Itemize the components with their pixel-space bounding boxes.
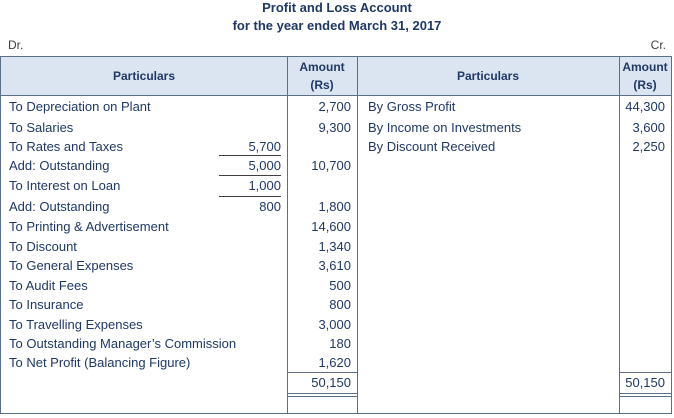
total-rule-left-double: [287, 396, 357, 397]
debit-row-amount: 500: [329, 278, 351, 293]
debit-row-amount: 1,620: [318, 355, 351, 370]
debit-row-label: To Depreciation on Plant: [9, 99, 151, 114]
debit-row-amount: 3,000: [318, 317, 351, 332]
credit-row-label: By Income on Investments: [368, 120, 522, 135]
debit-row-label: Add: Outstanding: [9, 158, 110, 173]
underline: [219, 196, 281, 197]
credit-row-label: By Gross Profit: [368, 99, 456, 114]
debit-row-inner: 800: [259, 199, 281, 214]
credit-row-amount: 44,300: [625, 99, 665, 114]
debit-side-label: Dr.: [8, 38, 24, 52]
total-rule-right-bottom: [619, 393, 671, 394]
debit-row-label: To Discount: [9, 239, 77, 254]
underline: [219, 155, 281, 156]
debit-row-label: To Net Profit (Balancing Figure): [9, 355, 191, 370]
document-title: Profit and Loss Account: [262, 0, 412, 15]
document-subtitle: for the year ended March 31, 2017: [232, 18, 442, 33]
debit-row-amount: 3,610: [318, 258, 351, 273]
credit-row-amount: 2,250: [632, 139, 665, 154]
debit-row-label: To General Expenses: [9, 258, 134, 273]
header-amount-right: [619, 57, 671, 95]
total-rule-left-bottom: [287, 393, 357, 394]
credit-row-amount: 3,600: [632, 120, 665, 135]
header-amount-right-line2: (Rs): [633, 78, 657, 92]
debit-row-amount: 800: [329, 297, 351, 312]
debit-row-label: Add: Outstanding: [9, 199, 110, 214]
credit-side-label: Cr.: [650, 38, 666, 52]
debit-row-amount: 180: [329, 336, 351, 351]
debit-row-label: To Travelling Expenses: [9, 317, 143, 332]
debit-row-label: To Insurance: [9, 297, 84, 312]
debit-row-label: To Audit Fees: [9, 278, 88, 293]
debit-row-amount: 10,700: [311, 158, 351, 173]
total-rule-right-double: [619, 396, 671, 397]
debit-row-label: To Rates and Taxes: [9, 139, 123, 154]
profit-loss-table: [0, 56, 672, 414]
debit-row-amount: 9,300: [318, 120, 351, 135]
total-right: 50,150: [625, 375, 665, 390]
table-header: [1, 57, 671, 95]
debit-row-amount: 14,600: [311, 219, 351, 234]
debit-row-label: To Printing & Advertisement: [9, 219, 169, 234]
debit-row-label: To Interest on Loan: [9, 178, 121, 193]
debit-row-label: To Salaries: [9, 120, 74, 135]
header-particulars-left: Particulars: [112, 69, 176, 83]
underline: [219, 175, 281, 176]
column-divider: [357, 57, 358, 413]
debit-row-inner: 5,700: [248, 139, 281, 154]
debit-row-amount: 1,800: [318, 199, 351, 214]
debit-row-amount: 1,340: [318, 239, 351, 254]
debit-row-label: To Outstanding Manager’s Commission: [9, 336, 237, 351]
header-amount-left-line1: Amount: [299, 60, 345, 74]
credit-row-label: By Discount Received: [368, 139, 496, 154]
header-amount-left-line2: (Rs): [310, 78, 334, 92]
header-divider: [1, 95, 671, 96]
header-amount-right-line1: Amount: [622, 60, 668, 74]
header-particulars-right: Particulars: [456, 69, 520, 83]
debit-row-inner: 5,000: [248, 158, 281, 173]
debit-row-inner: 1,000: [248, 178, 281, 193]
total-left: 50,150: [311, 375, 351, 390]
debit-row-amount: 2,700: [318, 99, 351, 114]
header-amount-left: [287, 57, 357, 95]
